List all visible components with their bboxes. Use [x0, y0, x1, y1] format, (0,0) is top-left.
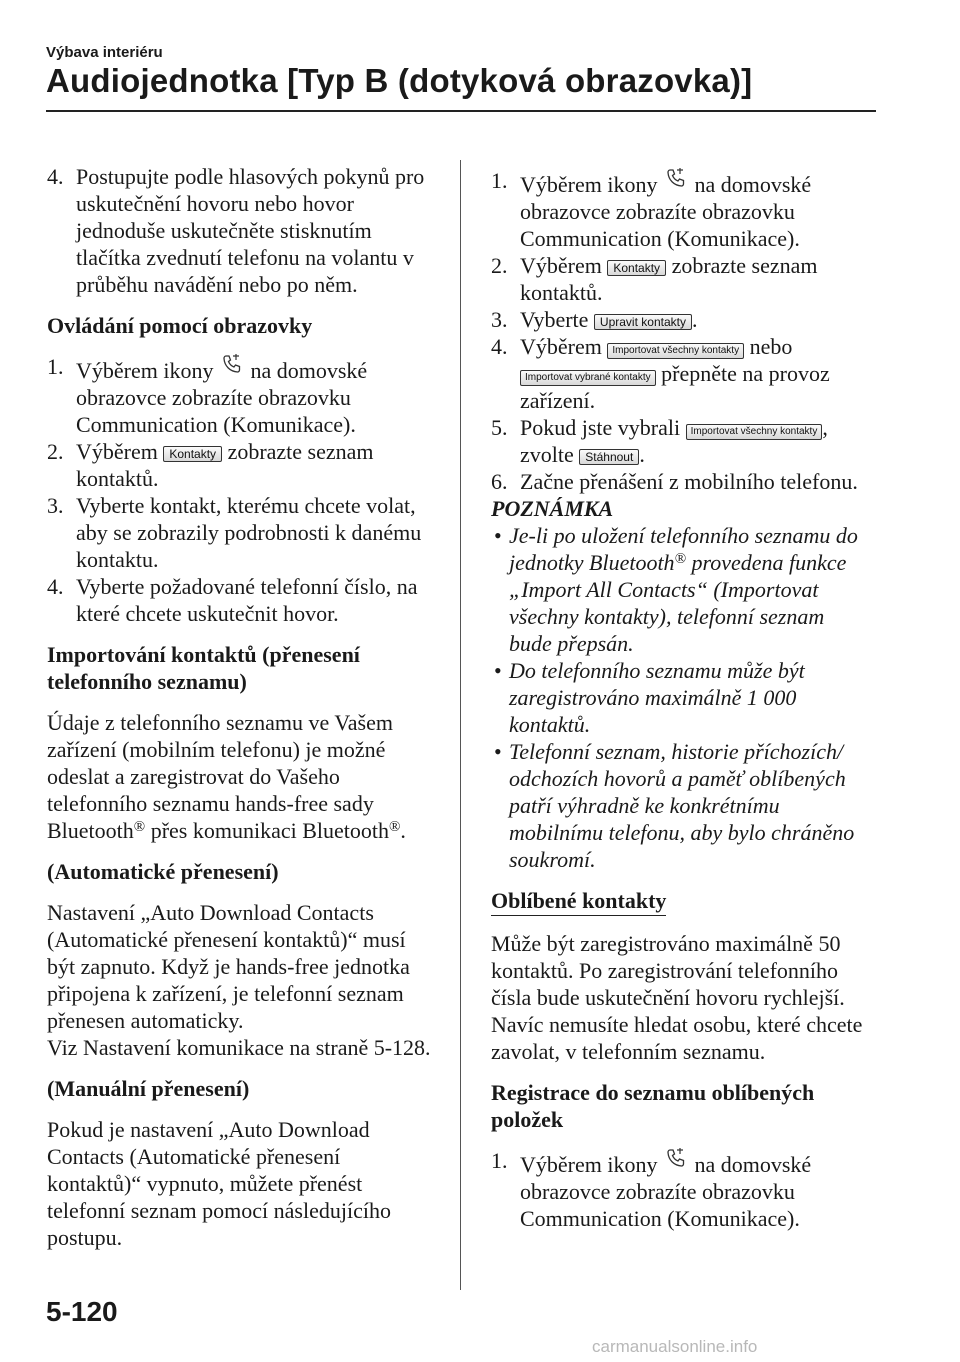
column-divider [460, 160, 461, 1290]
edit-contacts-button[interactable]: Upravit kontakty [594, 314, 692, 330]
auto-heading: (Automatické přenesení) [47, 859, 279, 884]
download-button[interactable]: Stáhnout [579, 449, 639, 465]
favorites-paragraph: Může být zaregistrováno maximálně 50 kontaktů. Po zaregistrování telefonního čísla bude uskutečnění hovoru rychlejší. Navíc nemusíte hledat osobu, které chcete zavolat, v telefonním seznamu. [491, 931, 863, 1064]
favorites-step-1: 1. Výběrem ikony na domovské obrazovce zobrazíte obrazovku Communication (Komunikace). [491, 1148, 812, 1231]
screen-heading: Ovládání pomocí obrazovky [47, 313, 313, 338]
note-item: • Do telefonního seznamu může být zaregistrováno maximálně 1 000 kontaktů. [494, 658, 805, 737]
import-step-4: 4. Výběrem Importovat všechny kontakty nebo Importovat vybrané kontakty přepněte na provoz zařízení. [491, 334, 830, 413]
import-step-5: 5. Pokud jste vybrali Importovat všechny kontakty , zvolte Stáhnout . [491, 415, 828, 467]
note-item: • Telefonní seznam, historie příchozích/ odchozích hovorů a paměť oblíbených patří výhradně ke konkrétnímu mobilnímu telefonu, aby bylo chráněno soukromí. [494, 739, 855, 872]
contacts-button[interactable]: Kontakty [607, 260, 666, 276]
right-column [491, 167, 871, 1232]
registered-mark: ® [388, 819, 401, 835]
import-all-contacts-button[interactable]: Importovat všechny kontakty [686, 424, 823, 440]
section-label: Výbava interiéru [46, 44, 163, 61]
watermark: carmanualsonline.info [592, 1337, 758, 1356]
page-title: Audiojednotka [Typ B (dotyková obrazovka)] [46, 62, 753, 99]
phone-icon [221, 353, 243, 375]
left-column [47, 163, 437, 1251]
favorites-heading-row [491, 887, 871, 916]
step-4-voice: 4. Postupujte podle hlasových pokynů pro uskutečnění hovoru nebo hovor jednoduše uskutečněte stisknutím tlačítka zvednutí telefonu na volantu v průběhu navádění nebo po něm. [47, 164, 425, 297]
manual-paragraph: Pokud je nastavení „Auto Download Contacts (Automatické přenesení kontaktů)“ vypnuto, můžete přenést telefonní seznam pomocí následujícího postupu. [47, 1117, 391, 1250]
screen-step-3: 3. Vyberte kontakt, kterému chcete volat, aby se zobrazily podrobnosti k danému kontaktu. [47, 493, 422, 572]
registered-mark: ® [133, 819, 146, 835]
screen-step-1: 1. Výběrem ikony na domovské obrazovce zobrazíte obrazovku Communication (Komunikace). [47, 354, 368, 437]
screen-step-2: 2. Výběrem Kontakty zobrazte seznam kontaktů. [47, 439, 374, 491]
contacts-button[interactable]: Kontakty [163, 446, 222, 462]
favorites-heading: Oblíbené kontakty [491, 887, 666, 916]
import-step-6: 6. Začne přenášení z mobilního telefonu. [491, 469, 858, 494]
phone-icon [665, 1147, 687, 1169]
import-step-2: 2. Výběrem Kontakty zobrazte seznam kontaktů. [491, 253, 818, 305]
auto-paragraph: Nastavení „Auto Download Contacts (Automatické přenesení kontaktů)“ musí být zapnuto. Když je hands-free jednotka připojena k zařízení, je telefonní seznam přenesen automaticky. [47, 900, 410, 1033]
import-step-3: 3. Vyberte Upravit kontakty . [491, 307, 698, 332]
registered-mark: ® [674, 551, 686, 567]
note-title: POZNÁMKA [491, 496, 614, 521]
phone-icon [665, 167, 687, 189]
page-number: 5-120 [46, 1296, 118, 1327]
import-selected-contacts-button[interactable]: Importovat vybrané kontakty [520, 370, 656, 386]
manual-heading: (Manuální přenesení) [47, 1076, 250, 1101]
import-paragraph: Údaje z telefonního seznamu ve Vašem zařízení (mobilním telefonu) je možné odeslat a zaregistrovat do Vašeho telefonního seznamu hands-free sady Bluetooth® přes komunikaci Bluetooth®. [47, 710, 406, 843]
import-heading: Importování kontaktů (přenesení telefonního seznamu) [47, 642, 360, 694]
auto-reference: Viz Nastavení komunikace na straně 5-128. [47, 1035, 431, 1060]
import-step-1: 1. Výběrem ikony na domovské obrazovce zobrazíte obrazovku Communication (Komunikace). [491, 168, 812, 251]
title-divider [46, 110, 876, 112]
import-all-contacts-button[interactable]: Importovat všechny kontakty [607, 343, 744, 359]
note-item: • Je-li po uložení telefonního seznamu do jednotky Bluetooth® provedena funkce „Import All Contacts“ (Importovat všechny kontakty), telefonní seznam bude přepsán. [494, 523, 858, 656]
favorites-register-heading: Registrace do seznamu oblíbených položek [491, 1080, 815, 1132]
screen-step-4: 4. Vyberte požadované telefonní číslo, na které chcete uskutečnit hovor. [47, 574, 418, 626]
